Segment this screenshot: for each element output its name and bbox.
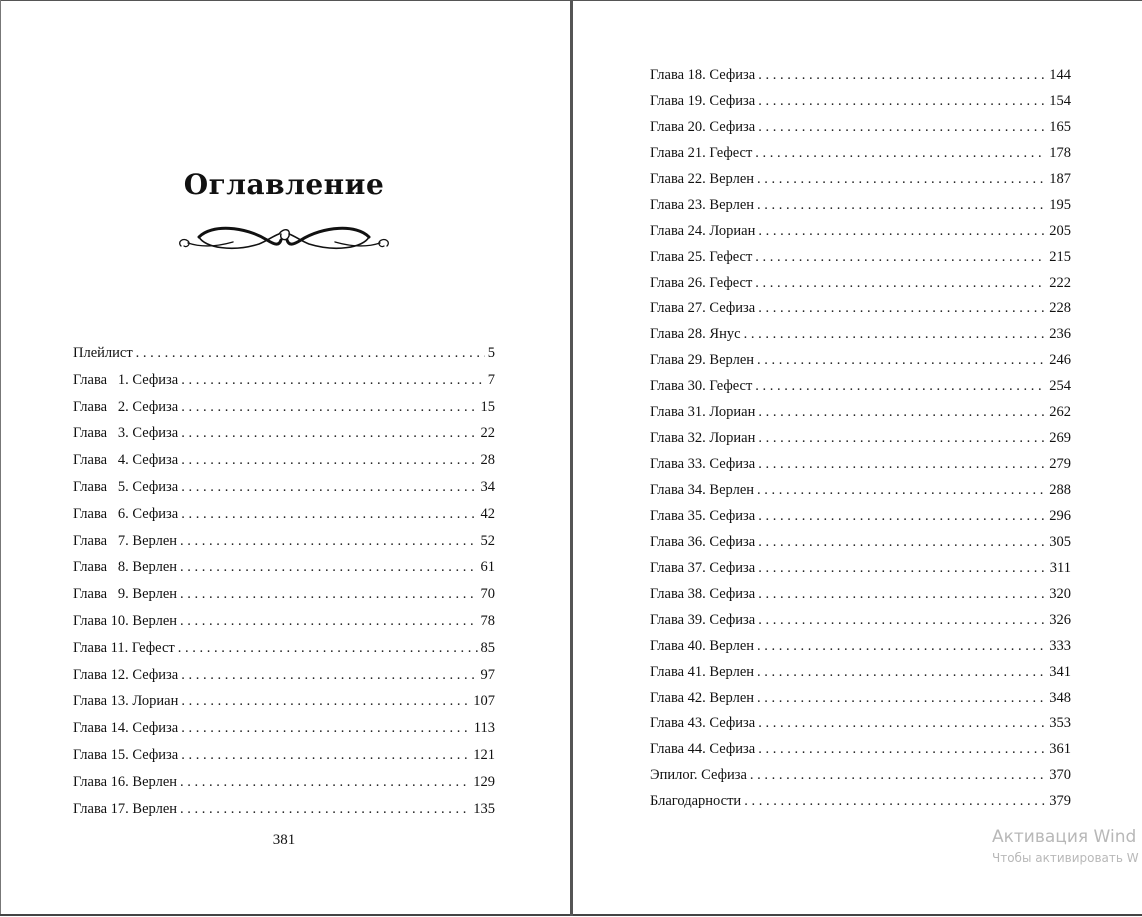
toc-entry-label: Глава 44. Сефиза (650, 741, 756, 758)
toc-entry-page: 97 (480, 666, 495, 683)
toc-dot-leader (758, 297, 1046, 319)
toc-entry (73, 503, 495, 530)
toc-entry-page: 348 (1049, 689, 1071, 706)
toc-entry (650, 738, 1071, 764)
toc-entry (650, 90, 1071, 116)
toc-entry-label: Глава 40. Верлен (650, 637, 755, 654)
toc-entry (73, 369, 495, 396)
toc-entry-label: Глава 27. Сефиза (650, 300, 756, 317)
toc-entry (650, 635, 1071, 661)
toc-entry (650, 557, 1071, 583)
toc-entry-page: 28 (480, 452, 495, 469)
toc-entry-page: 187 (1049, 170, 1071, 187)
toc-entry-page: 42 (480, 505, 495, 522)
toc-entry-page: 205 (1049, 222, 1071, 239)
toc-entry (650, 64, 1071, 90)
toc-entry (650, 764, 1071, 790)
toc-entry-label: Глава 43. Сефиза (650, 715, 756, 732)
toc-entry (73, 449, 495, 476)
toc-entry-page: 326 (1049, 611, 1071, 628)
windows-activation-watermark (992, 826, 1142, 868)
left-page (1, 0, 570, 914)
toc-dot-leader (758, 220, 1046, 242)
toc-entry (650, 453, 1071, 479)
toc-entry (650, 790, 1071, 816)
toc-entry-label: Глава 22. Верлен (650, 170, 755, 187)
toc-dot-leader (757, 635, 1046, 657)
toc-dot-leader (757, 194, 1046, 216)
toc-entry-page: 254 (1049, 378, 1071, 395)
toc-dot-leader (758, 712, 1046, 734)
toc-entry (650, 116, 1071, 142)
toc-dot-leader (758, 64, 1046, 86)
toc-dot-leader (758, 505, 1046, 527)
toc-dot-leader (758, 453, 1046, 475)
toc-entry-page: 288 (1049, 482, 1071, 498)
toc-entry (73, 476, 495, 503)
toc-entry-label: Глава 18. Сефиза (650, 67, 756, 83)
toc-entry-label: Глава 21. Гефест (650, 144, 753, 161)
toc-dot-leader (758, 116, 1046, 138)
toc-entry-label: Глава 31. Лориан (650, 404, 756, 421)
toc-dot-leader (136, 342, 485, 364)
toc-entry-label: Глава 11. Гефест (73, 639, 175, 656)
toc-entry-page: 61 (480, 559, 495, 576)
toc-entry-page: 22 (480, 425, 495, 442)
toc-dot-leader (181, 369, 485, 391)
toc-entry (650, 427, 1071, 453)
toc-entry (73, 610, 495, 637)
toc-entry-label: Глава 17. Верлен (73, 800, 178, 817)
activation-subtitle: Чтобы активировать W (992, 851, 1139, 865)
toc-entry (650, 661, 1071, 687)
page-number: 381 (272, 832, 296, 848)
toc-dot-leader (758, 427, 1046, 449)
toc-entry-label: Глава 34. Верлен (650, 482, 755, 498)
toc-entry-page: 78 (480, 612, 495, 629)
toc-entry-page: 236 (1049, 326, 1071, 343)
toc-entry-label: Плейлист (73, 345, 133, 361)
toc-entry-label: Благодарности (650, 793, 742, 810)
toc-entry (73, 690, 495, 717)
toc-entry-label: Глава 30. Гефест (650, 378, 753, 395)
toc-entry-page: 121 (473, 746, 495, 763)
toc-entry-page: 222 (1049, 274, 1071, 291)
toc-dot-leader (181, 449, 477, 471)
toc-dot-leader (181, 744, 470, 766)
toc-dot-leader (755, 142, 1046, 164)
toc-entry-label: Глава 38. Сефиза (650, 585, 756, 602)
toc-entry-label: Глава 9. Верлен (73, 586, 178, 603)
toc-entry-label: Глава 29. Верлен (650, 352, 755, 369)
toc-entry-label: Глава 41. Верлен (650, 663, 755, 680)
toc-entry-page: 113 (473, 720, 495, 737)
toc-entry (73, 637, 495, 664)
toc-dot-leader (758, 557, 1047, 579)
toc-entry-page: 341 (1049, 663, 1071, 680)
toc-entry-label: Глава 8. Верлен (73, 559, 178, 576)
toc-entry-label: Глава 14. Сефиза (73, 720, 179, 737)
toc-entry (650, 505, 1071, 531)
toc-dot-leader (757, 349, 1046, 371)
toc-entry-page: 195 (1049, 196, 1071, 213)
toc-entry-label: Глава 10. Верлен (73, 612, 178, 629)
toc-entry-page: 246 (1049, 352, 1071, 369)
toc-dot-leader (758, 583, 1046, 605)
toc-dot-leader (181, 690, 470, 712)
toc-entry-page: 361 (1049, 741, 1071, 758)
toc-dot-leader (757, 661, 1046, 683)
toc-dot-leader (755, 272, 1046, 294)
toc-entry (650, 246, 1071, 272)
toc-entry-page: 311 (1049, 559, 1071, 576)
toc-entry-page: 379 (1049, 793, 1071, 810)
toc-entry-page: 353 (1049, 715, 1071, 732)
toc-dot-leader (181, 717, 471, 739)
toc-entry-page: 370 (1049, 767, 1071, 784)
toc-entry-label: Глава 13. Лориан (73, 693, 179, 710)
toc-entry (650, 401, 1071, 427)
toc-dot-leader (744, 323, 1047, 345)
toc-entry (650, 142, 1071, 168)
toc-dot-leader (758, 401, 1046, 423)
toc-entry (650, 583, 1071, 609)
toc-entry-label: Глава 12. Сефиза (73, 666, 179, 683)
toc-entry-page: 228 (1049, 300, 1071, 317)
toc-entry-page: 5 (487, 345, 495, 361)
toc-entry (650, 168, 1071, 194)
toc-dot-leader (181, 422, 477, 444)
toc-list-right (650, 64, 1071, 816)
toc-entry-label: Глава 15. Сефиза (73, 746, 179, 763)
toc-entry-label: Эпилог. Сефиза (650, 767, 747, 784)
toc-dot-leader (180, 798, 470, 820)
toc-dot-leader (181, 396, 477, 418)
toc-entry-page: 215 (1049, 248, 1071, 265)
toc-entry (73, 717, 495, 744)
toc-entry-label: Глава 36. Сефиза (650, 533, 756, 550)
toc-entry-label: Глава 23. Верлен (650, 196, 755, 213)
toc-dot-leader (758, 531, 1046, 553)
toc-entry-page: 135 (473, 800, 495, 817)
activation-title: Активация Wind (992, 827, 1137, 847)
toc-entry-page: 52 (480, 532, 495, 549)
toc-entry-page: 7 (487, 371, 495, 388)
toc-dot-leader (181, 476, 477, 498)
toc-entry-label: Глава 2. Сефиза (73, 398, 179, 415)
toc-entry-label: Глава 26. Гефест (650, 274, 753, 291)
toc-entry (650, 687, 1071, 713)
toc-entry (73, 530, 495, 557)
toc-entry (650, 609, 1071, 635)
toc-dot-leader (180, 610, 477, 632)
toc-entry-label: Глава 3. Сефиза (73, 425, 179, 442)
toc-entry-label: Глава 16. Верлен (73, 773, 178, 790)
toc-entry (650, 712, 1071, 738)
toc-dot-leader (180, 583, 477, 605)
toc-dot-leader (180, 530, 477, 552)
toc-entry-page: 178 (1049, 144, 1071, 161)
toc-entry (650, 220, 1071, 246)
toc-entry (650, 349, 1071, 375)
toc-entry-label: Глава 19. Сефиза (650, 92, 756, 109)
toc-dot-leader (758, 738, 1046, 760)
toc-entry-page: 34 (480, 478, 495, 495)
toc-dot-leader (758, 90, 1046, 112)
toc-dot-leader (180, 771, 470, 793)
toc-entry (650, 297, 1071, 323)
toc-entry-page: 15 (480, 398, 495, 415)
toc-dot-leader (178, 637, 478, 659)
toc-entry-label: Глава 33. Сефиза (650, 456, 756, 473)
toc-entry-page: 165 (1049, 118, 1071, 135)
toc-entry-label: Глава 37. Сефиза (650, 559, 756, 576)
toc-entry-page: 107 (473, 693, 495, 710)
toc-entry-label: Глава 35. Сефиза (650, 507, 756, 524)
toc-dot-leader (750, 764, 1046, 786)
toc-entry (73, 583, 495, 610)
toc-dot-leader (744, 790, 1046, 812)
toc-entry-label: Глава 20. Сефиза (650, 118, 756, 135)
toc-dot-leader (755, 375, 1046, 397)
toc-entry-label: Глава 1. Сефиза (73, 371, 179, 388)
toc-dot-leader (181, 664, 477, 686)
toc-entry (650, 323, 1071, 349)
toc-entry-page: 296 (1049, 507, 1071, 524)
toc-entry-label: Глава 28. Янус (650, 326, 741, 343)
toc-dot-leader (755, 246, 1046, 268)
toc-entry (73, 396, 495, 423)
toc-entry (650, 272, 1071, 298)
toc-entry-page: 144 (1049, 67, 1071, 83)
flourish-ornament-icon (175, 222, 393, 256)
toc-entry-label: Глава 5. Сефиза (73, 478, 179, 495)
toc-entry (73, 556, 495, 583)
toc-entry (73, 664, 495, 691)
toc-entry-label: Глава 24. Лориан (650, 222, 756, 239)
toc-dot-leader (757, 687, 1046, 709)
toc-entry-label: Глава 42. Верлен (650, 689, 755, 706)
toc-entry-page: 279 (1049, 456, 1071, 473)
toc-entry-page: 154 (1049, 92, 1071, 109)
toc-entry (73, 798, 495, 825)
toc-entry-page: 320 (1049, 585, 1071, 602)
toc-entry-label: Глава 39. Сефиза (650, 611, 756, 628)
toc-dot-leader (758, 609, 1046, 631)
toc-entry (73, 422, 495, 449)
toc-entry-label: Глава 6. Сефиза (73, 505, 179, 522)
toc-entry-label: Глава 25. Гефест (650, 248, 753, 265)
right-page (573, 0, 1142, 914)
toc-dot-leader (180, 556, 477, 578)
toc-entry (73, 342, 495, 369)
toc-entry (73, 744, 495, 771)
toc-entry-page: 129 (473, 773, 495, 790)
toc-entry-label: Глава 7. Верлен (73, 532, 178, 549)
toc-entry-label: Глава 32. Лориан (650, 430, 756, 447)
toc-entry (73, 771, 495, 798)
toc-list-left (73, 342, 495, 824)
toc-entry-page: 305 (1049, 533, 1071, 550)
toc-dot-leader (757, 479, 1046, 501)
toc-entry-page: 269 (1049, 430, 1071, 447)
page-title: Оглавление (183, 168, 385, 201)
toc-entry-page: 262 (1049, 404, 1071, 421)
toc-entry-page: 333 (1049, 637, 1071, 654)
toc-entry (650, 479, 1071, 505)
toc-dot-leader (757, 168, 1046, 190)
toc-dot-leader (181, 503, 477, 525)
toc-entry (650, 531, 1071, 557)
toc-entry-page: 85 (480, 639, 495, 656)
toc-entry-page: 70 (480, 586, 495, 603)
toc-entry (650, 194, 1071, 220)
toc-entry-label: Глава 4. Сефиза (73, 452, 179, 469)
toc-entry (650, 375, 1071, 401)
